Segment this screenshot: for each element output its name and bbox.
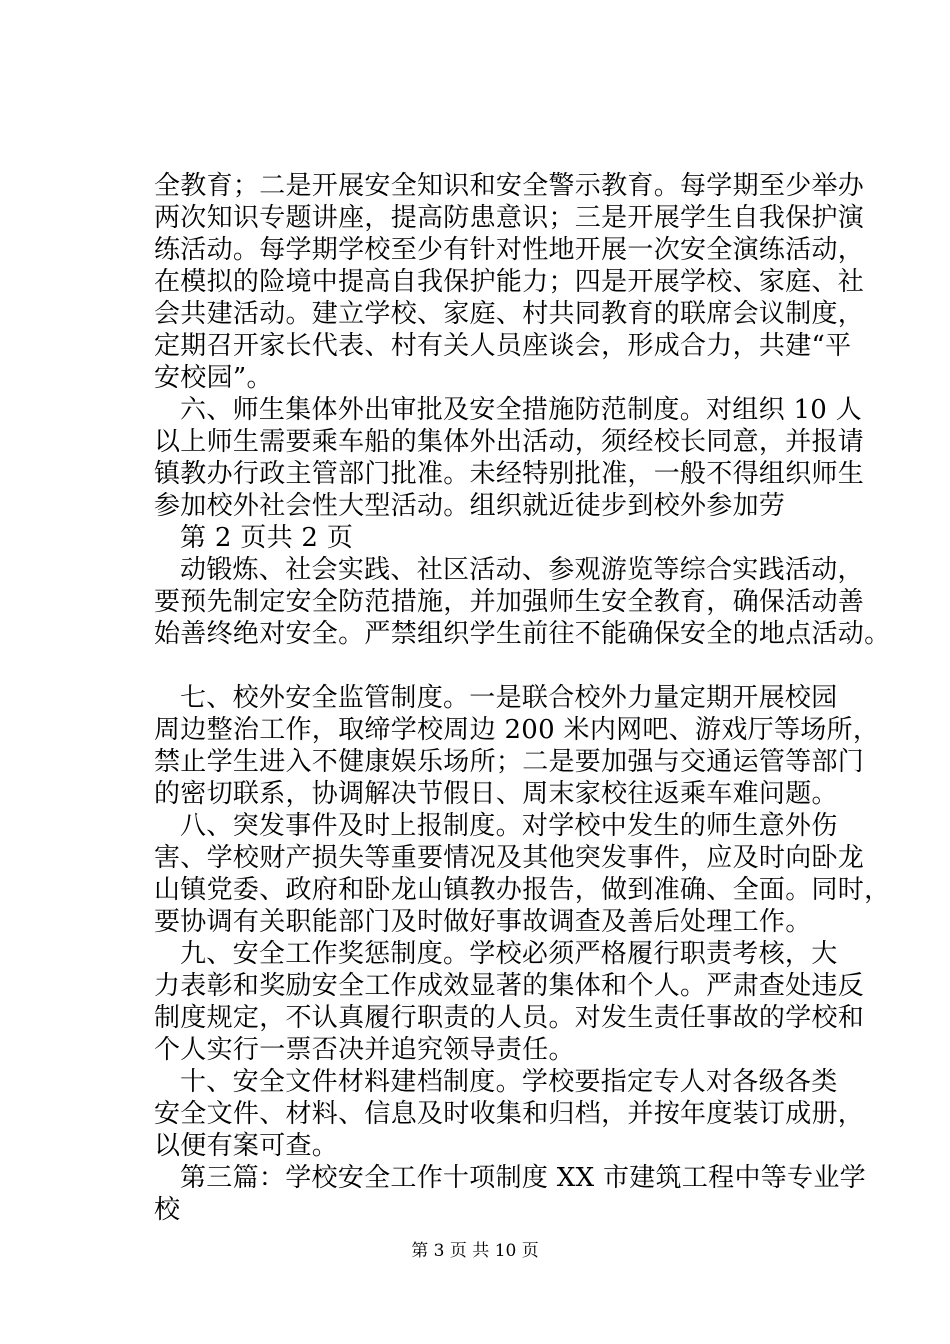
chapter-3-title-line: 第三篇：学校安全工作十项制度 XX 市建筑工程中等专业学 — [180, 1163, 866, 1193]
section-9-heading-line: 九、安全工作奖惩制度。学校必须严格履行职责考核，大 — [180, 939, 838, 969]
text-line: 练活动。每学期学校至少有针对性地开展一次安全演练活动， — [154, 235, 865, 265]
text-line: 害、学校财产损失等重要情况及其他突发事件，应及时向卧龙 — [154, 843, 865, 873]
section-7-heading-line: 七、校外安全监管制度。一是联合校外力量定期开展校园 — [180, 683, 838, 713]
text-line: 以便有案可查。 — [154, 1131, 339, 1161]
section-8-heading-line: 八、突发事件及时上报制度。对学校中发生的师生意外伤 — [180, 811, 838, 841]
text-line: 定期召开家长代表、村有关人员座谈会，形成合力，共建“平 — [154, 331, 852, 361]
page-footer: 第 3 页 共 10 页 — [411, 1241, 539, 1261]
text-line: 始善终绝对安全。严禁组织学生前往不能确保安全的地点活动。 — [154, 619, 891, 649]
text-line: 参加校外社会性大型活动。组织就近徒步到校外参加劳 — [154, 491, 786, 521]
text-line: 会共建活动。建立学校、家庭、村共同教育的联席会议制度， — [154, 299, 865, 329]
section-10-heading-line: 十、安全文件材料建档制度。学校要指定专人对各级各类 — [180, 1067, 838, 1097]
page-marker-line: 第 2 页共 2 页 — [180, 523, 354, 553]
text-line: 全教育；二是开展安全知识和安全警示教育。每学期至少举办 — [154, 171, 865, 201]
text-line: 两次知识专题讲座，提高防患意识；三是开展学生自我保护演 — [154, 203, 865, 233]
text-line: 力表彰和奖励安全工作成效显著的集体和个人。严肃查处违反 — [154, 971, 865, 1001]
section-6-heading-line: 六、师生集体外出审批及安全措施防范制度。对组织 10 人 — [180, 395, 863, 425]
document-body — [154, 170, 891, 1226]
text-line: 动锻炼、社会实践、社区活动、参观游览等综合实践活动， — [180, 555, 864, 585]
text-line: 山镇党委、政府和卧龙山镇教办报告，做到准确、全面。同时， — [154, 875, 891, 905]
text-line: 在模拟的险境中提高自我保护能力；四是开展学校、家庭、社 — [154, 267, 865, 297]
text-line: 安校园”。 — [154, 363, 273, 393]
text-line: 镇教办行政主管部门批准。未经特别批准，一般不得组织师生 — [154, 459, 865, 489]
text-line: 的密切联系，协调解决节假日、周末家校往返乘车难问题。 — [154, 779, 838, 809]
text-line: 周边整治工作，取缔学校周边 200 米内网吧、游戏厅等场所， — [154, 715, 880, 745]
text-line: 制度规定，不认真履行职责的人员。对发生责任事故的学校和 — [154, 1003, 865, 1033]
text-line: 要预先制定安全防范措施，并加强师生安全教育，确保活动善 — [154, 587, 865, 617]
text-line: 要协调有关职能部门及时做好事故调查及善后处理工作。 — [154, 907, 812, 937]
text-line: 以上师生需要乘车船的集体外出活动，须经校长同意，并报请 — [154, 427, 865, 457]
text-line: 个人实行一票否决并追究领导责任。 — [154, 1035, 575, 1065]
text-line: 校 — [154, 1195, 181, 1225]
paragraph-gap — [154, 650, 854, 682]
text-line: 禁止学生进入不健康娱乐场所；二是要加强与交通运管等部门 — [154, 747, 865, 777]
text-line: 安全文件、材料、信息及时收集和归档，并按年度装订成册， — [154, 1099, 865, 1129]
